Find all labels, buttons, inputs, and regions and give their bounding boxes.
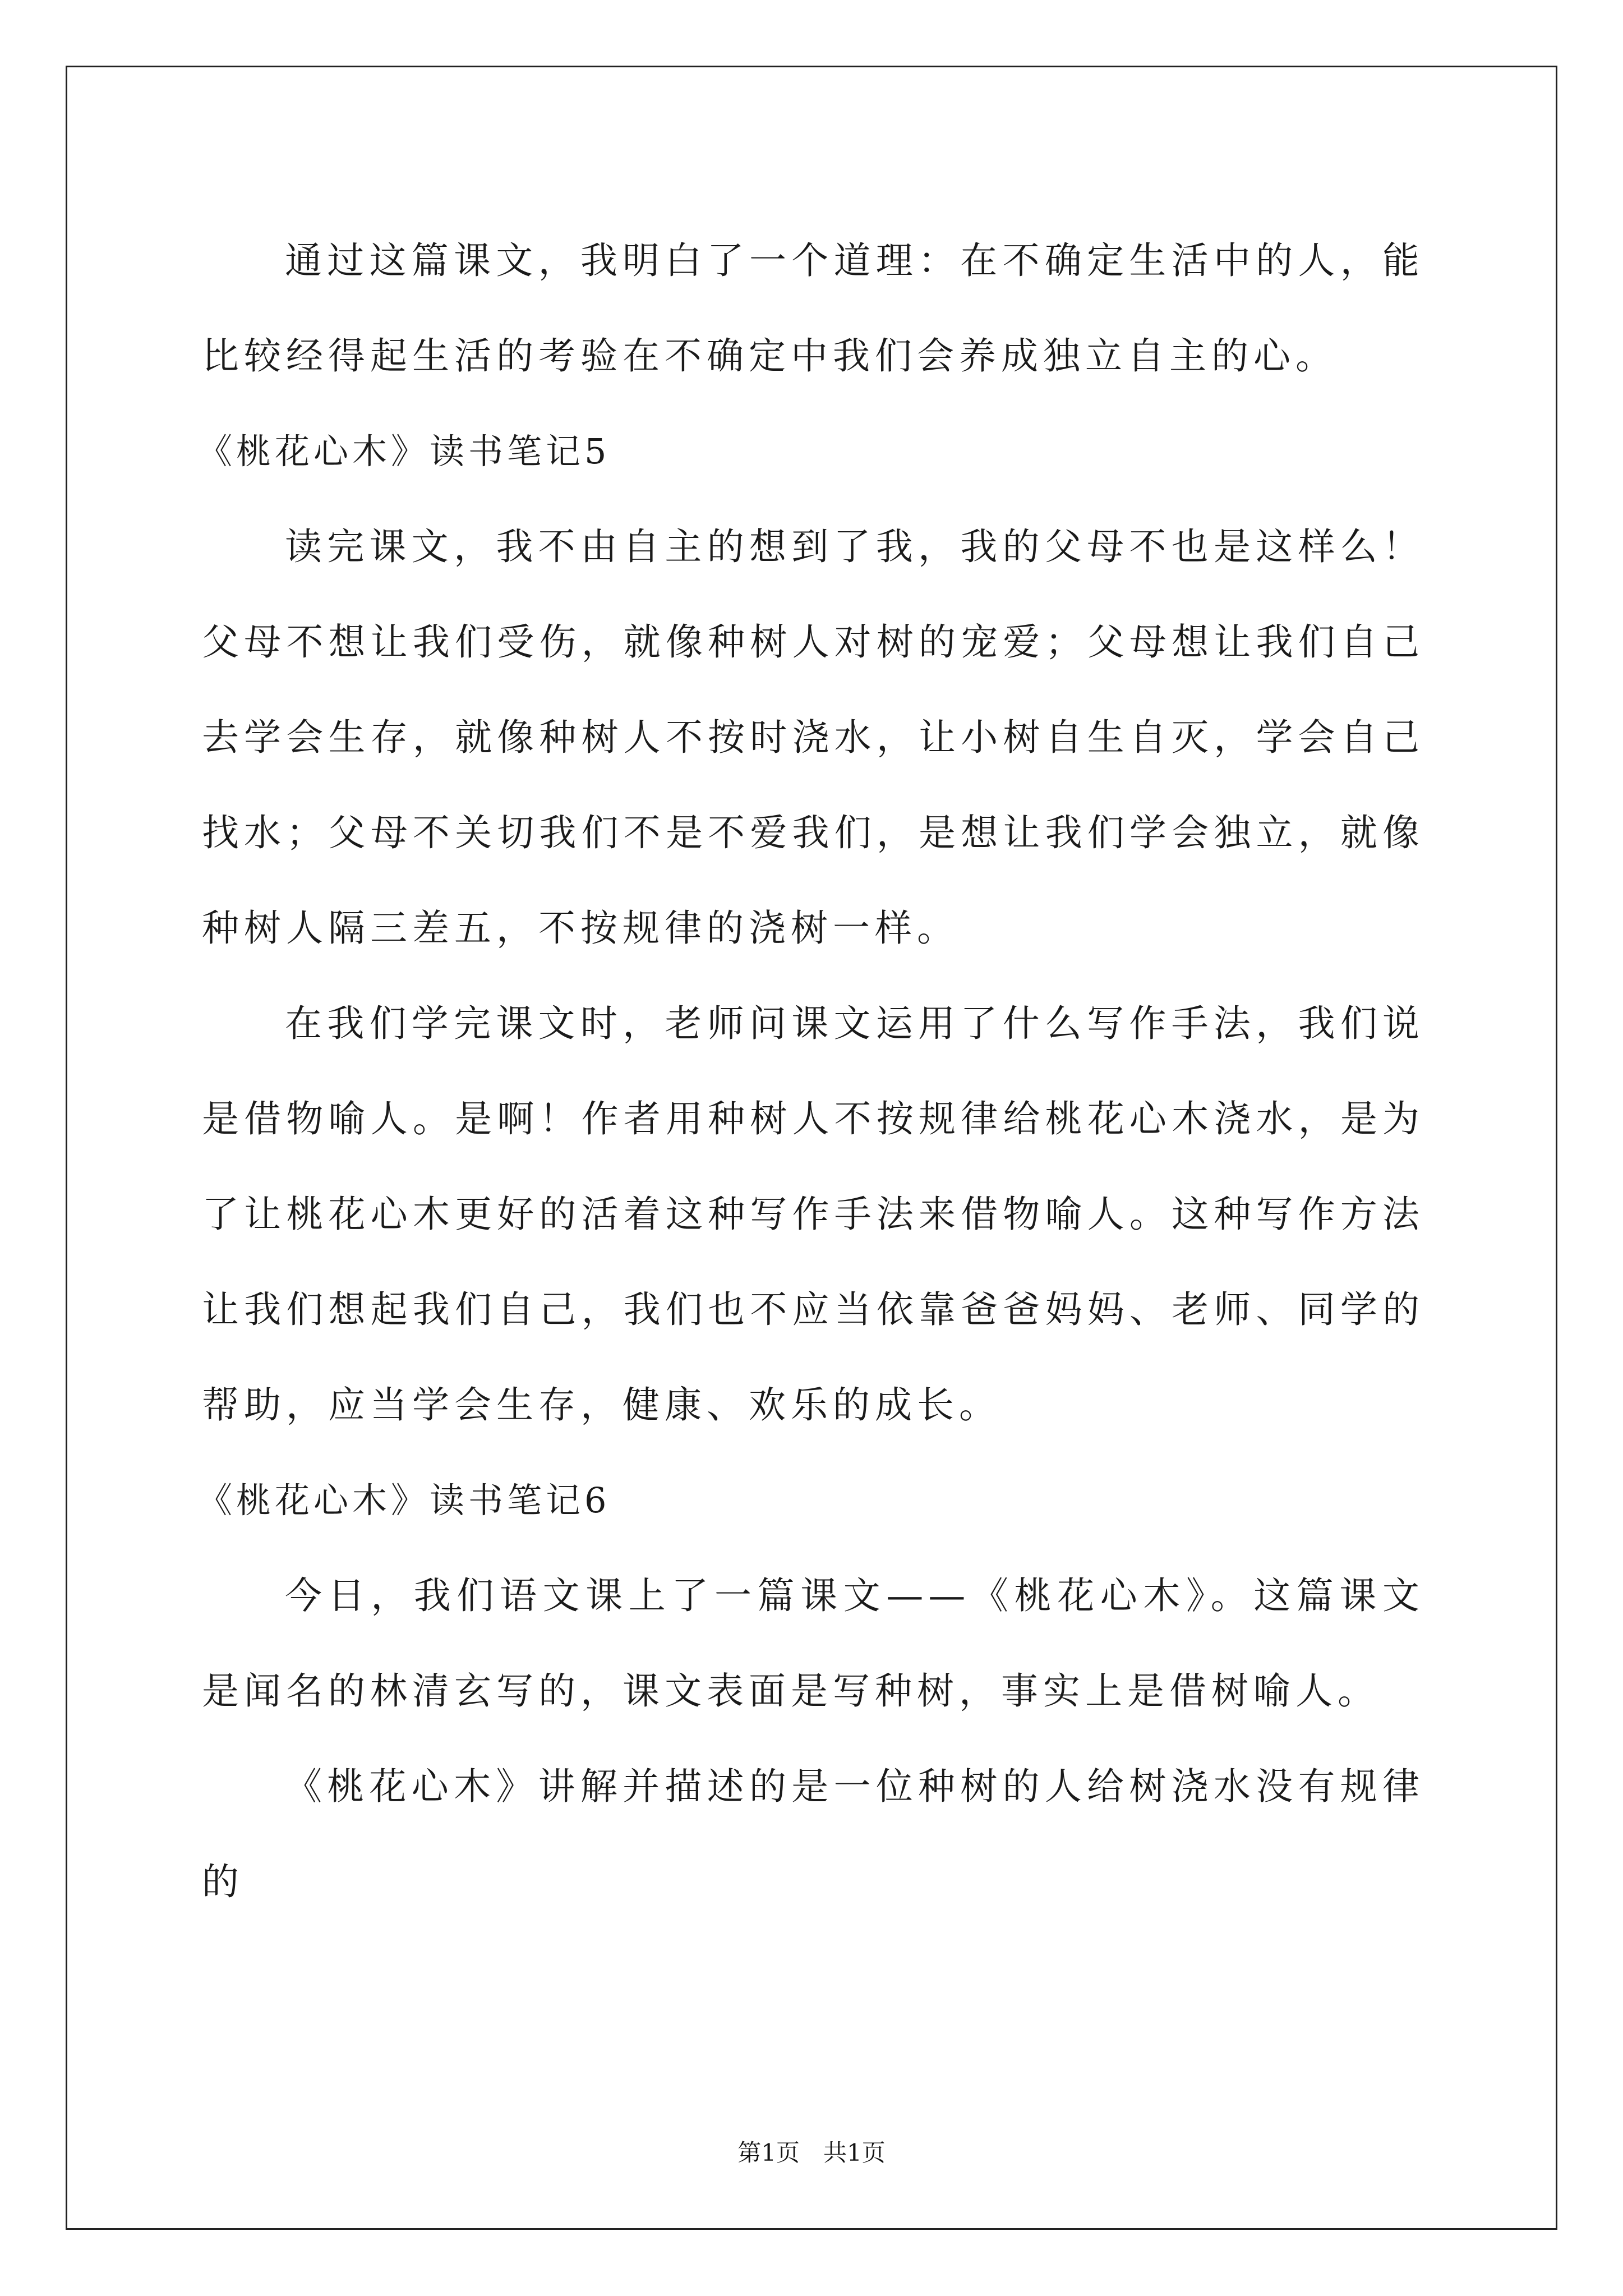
document-body — [197, 213, 1424, 1930]
paragraph: 在我们学完课文时，老师问课文运用了什么写作手法，我们说是借物喻人。是啊！作者用种树人不按规律给桃花心木浇水，是为了让桃花心木更好的活着这种写作手法来借物喻人。这种写作方法让我们想起我们自己，我们也不应当依靠爸爸妈妈、老师、同学的帮助，应当学会生存，健康、欢乐的成长。 — [202, 1002, 1424, 1427]
paragraph: 今日，我们语文课上了一篇课文——《桃花心木》。这篇课文是闻名的林清玄写的，课文表面是写种树，事实上是借树喻人。 — [202, 1574, 1424, 1713]
section-heading: 《桃花心木》读书笔记5 — [197, 431, 611, 472]
section-heading: 《桃花心木》读书笔记6 — [197, 1480, 611, 1521]
paragraph: 读完课文，我不由自主的想到了我，我的父母不也是这样么！父母不想让我们受伤，就像种树人对树的宠爱；父母想让我们自己去学会生存，就像种树人不按时浇水，让小树自生自灭，学会自己找水；父母不关切我们不是不爱我们，是想让我们学会独立，就像种树人隔三差五，不按规律的浇树一样。 — [202, 525, 1424, 950]
paragraph: 《桃花心木》讲解并描述的是一位种树的人给树浇水没有规律的 — [202, 1765, 1424, 1903]
page-number-footer: 第1页 共1页 — [737, 2139, 886, 2166]
paragraph: 通过这篇课文，我明白了一个道理：在不确定生活中的人，能比较经得起生活的考验在不确定中我们会养成独立自主的心。 — [202, 239, 1424, 378]
